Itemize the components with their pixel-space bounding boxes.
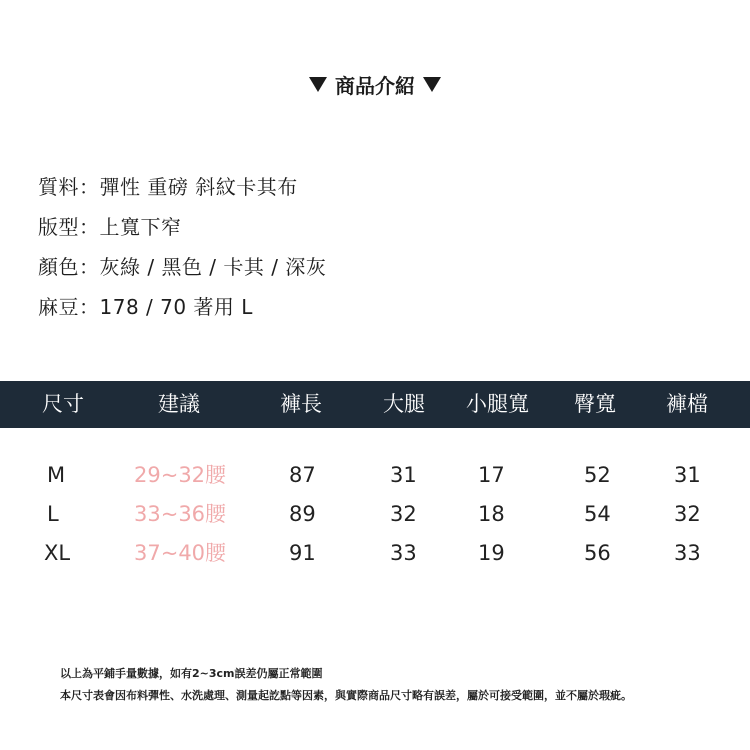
cell-length: 89: [289, 502, 316, 526]
info-model: 麻豆：178 / 70 著用 L: [38, 294, 253, 319]
measurement-notes: [60, 663, 632, 707]
header-hip-width: 臀寬: [574, 392, 616, 416]
cell-size: L: [47, 502, 59, 526]
header-thigh: 大腿: [383, 392, 425, 416]
header-length: 褲長: [280, 392, 322, 416]
cell-length: 87: [289, 463, 316, 487]
section-title-text: 商品介紹: [335, 73, 415, 98]
header-size: 尺寸: [42, 392, 84, 416]
cell-thigh: 32: [390, 502, 417, 526]
cell-calf-width: 18: [478, 502, 505, 526]
cell-suggested-waist: 37~40腰: [134, 541, 227, 565]
header-rise: 褲檔: [666, 392, 708, 416]
cell-size: XL: [44, 541, 71, 565]
cell-rise: 33: [674, 541, 701, 565]
cell-suggested-waist: 29~32腰: [134, 463, 227, 487]
info-colors: 顏色：灰綠 / 黑色 / 卡其 / 深灰: [38, 254, 327, 279]
size-table-body: [0, 456, 750, 573]
header-suggested-waist: 建議: [158, 392, 200, 416]
section-title: [0, 70, 750, 98]
header-calf-width: 小腿寬: [466, 392, 529, 416]
product-info: [38, 165, 326, 325]
triangle-down-icon: [309, 77, 327, 92]
cell-rise: 32: [674, 502, 701, 526]
cell-thigh: 33: [390, 541, 417, 565]
cell-hip-width: 56: [584, 541, 611, 565]
cell-rise: 31: [674, 463, 701, 487]
info-material: 質料：彈性 重磅 斜紋卡其布: [38, 174, 298, 199]
table-row: [0, 534, 750, 573]
size-table-header: [0, 381, 750, 428]
cell-thigh: 31: [390, 463, 417, 487]
cell-suggested-waist: 33~36腰: [134, 502, 227, 526]
cell-calf-width: 17: [478, 463, 505, 487]
table-row: [0, 495, 750, 534]
table-row: [0, 456, 750, 495]
cell-hip-width: 54: [584, 502, 611, 526]
info-fit: 版型：上寬下窄: [38, 214, 182, 239]
cell-hip-width: 52: [584, 463, 611, 487]
cell-size: M: [47, 463, 66, 487]
cell-length: 91: [289, 541, 316, 565]
note-measurement-tolerance: 以上為平鋪手量數據，如有2~3cm誤差仍屬正常範圍: [60, 667, 323, 680]
note-size-variance: 本尺寸表會因布料彈性、水洗處理、測量起訖點等因素，與實際商品尺寸略有誤差，屬於可接受範圍，並不屬於瑕疵。: [60, 689, 632, 702]
cell-calf-width: 19: [478, 541, 505, 565]
triangle-down-icon: [423, 77, 441, 92]
